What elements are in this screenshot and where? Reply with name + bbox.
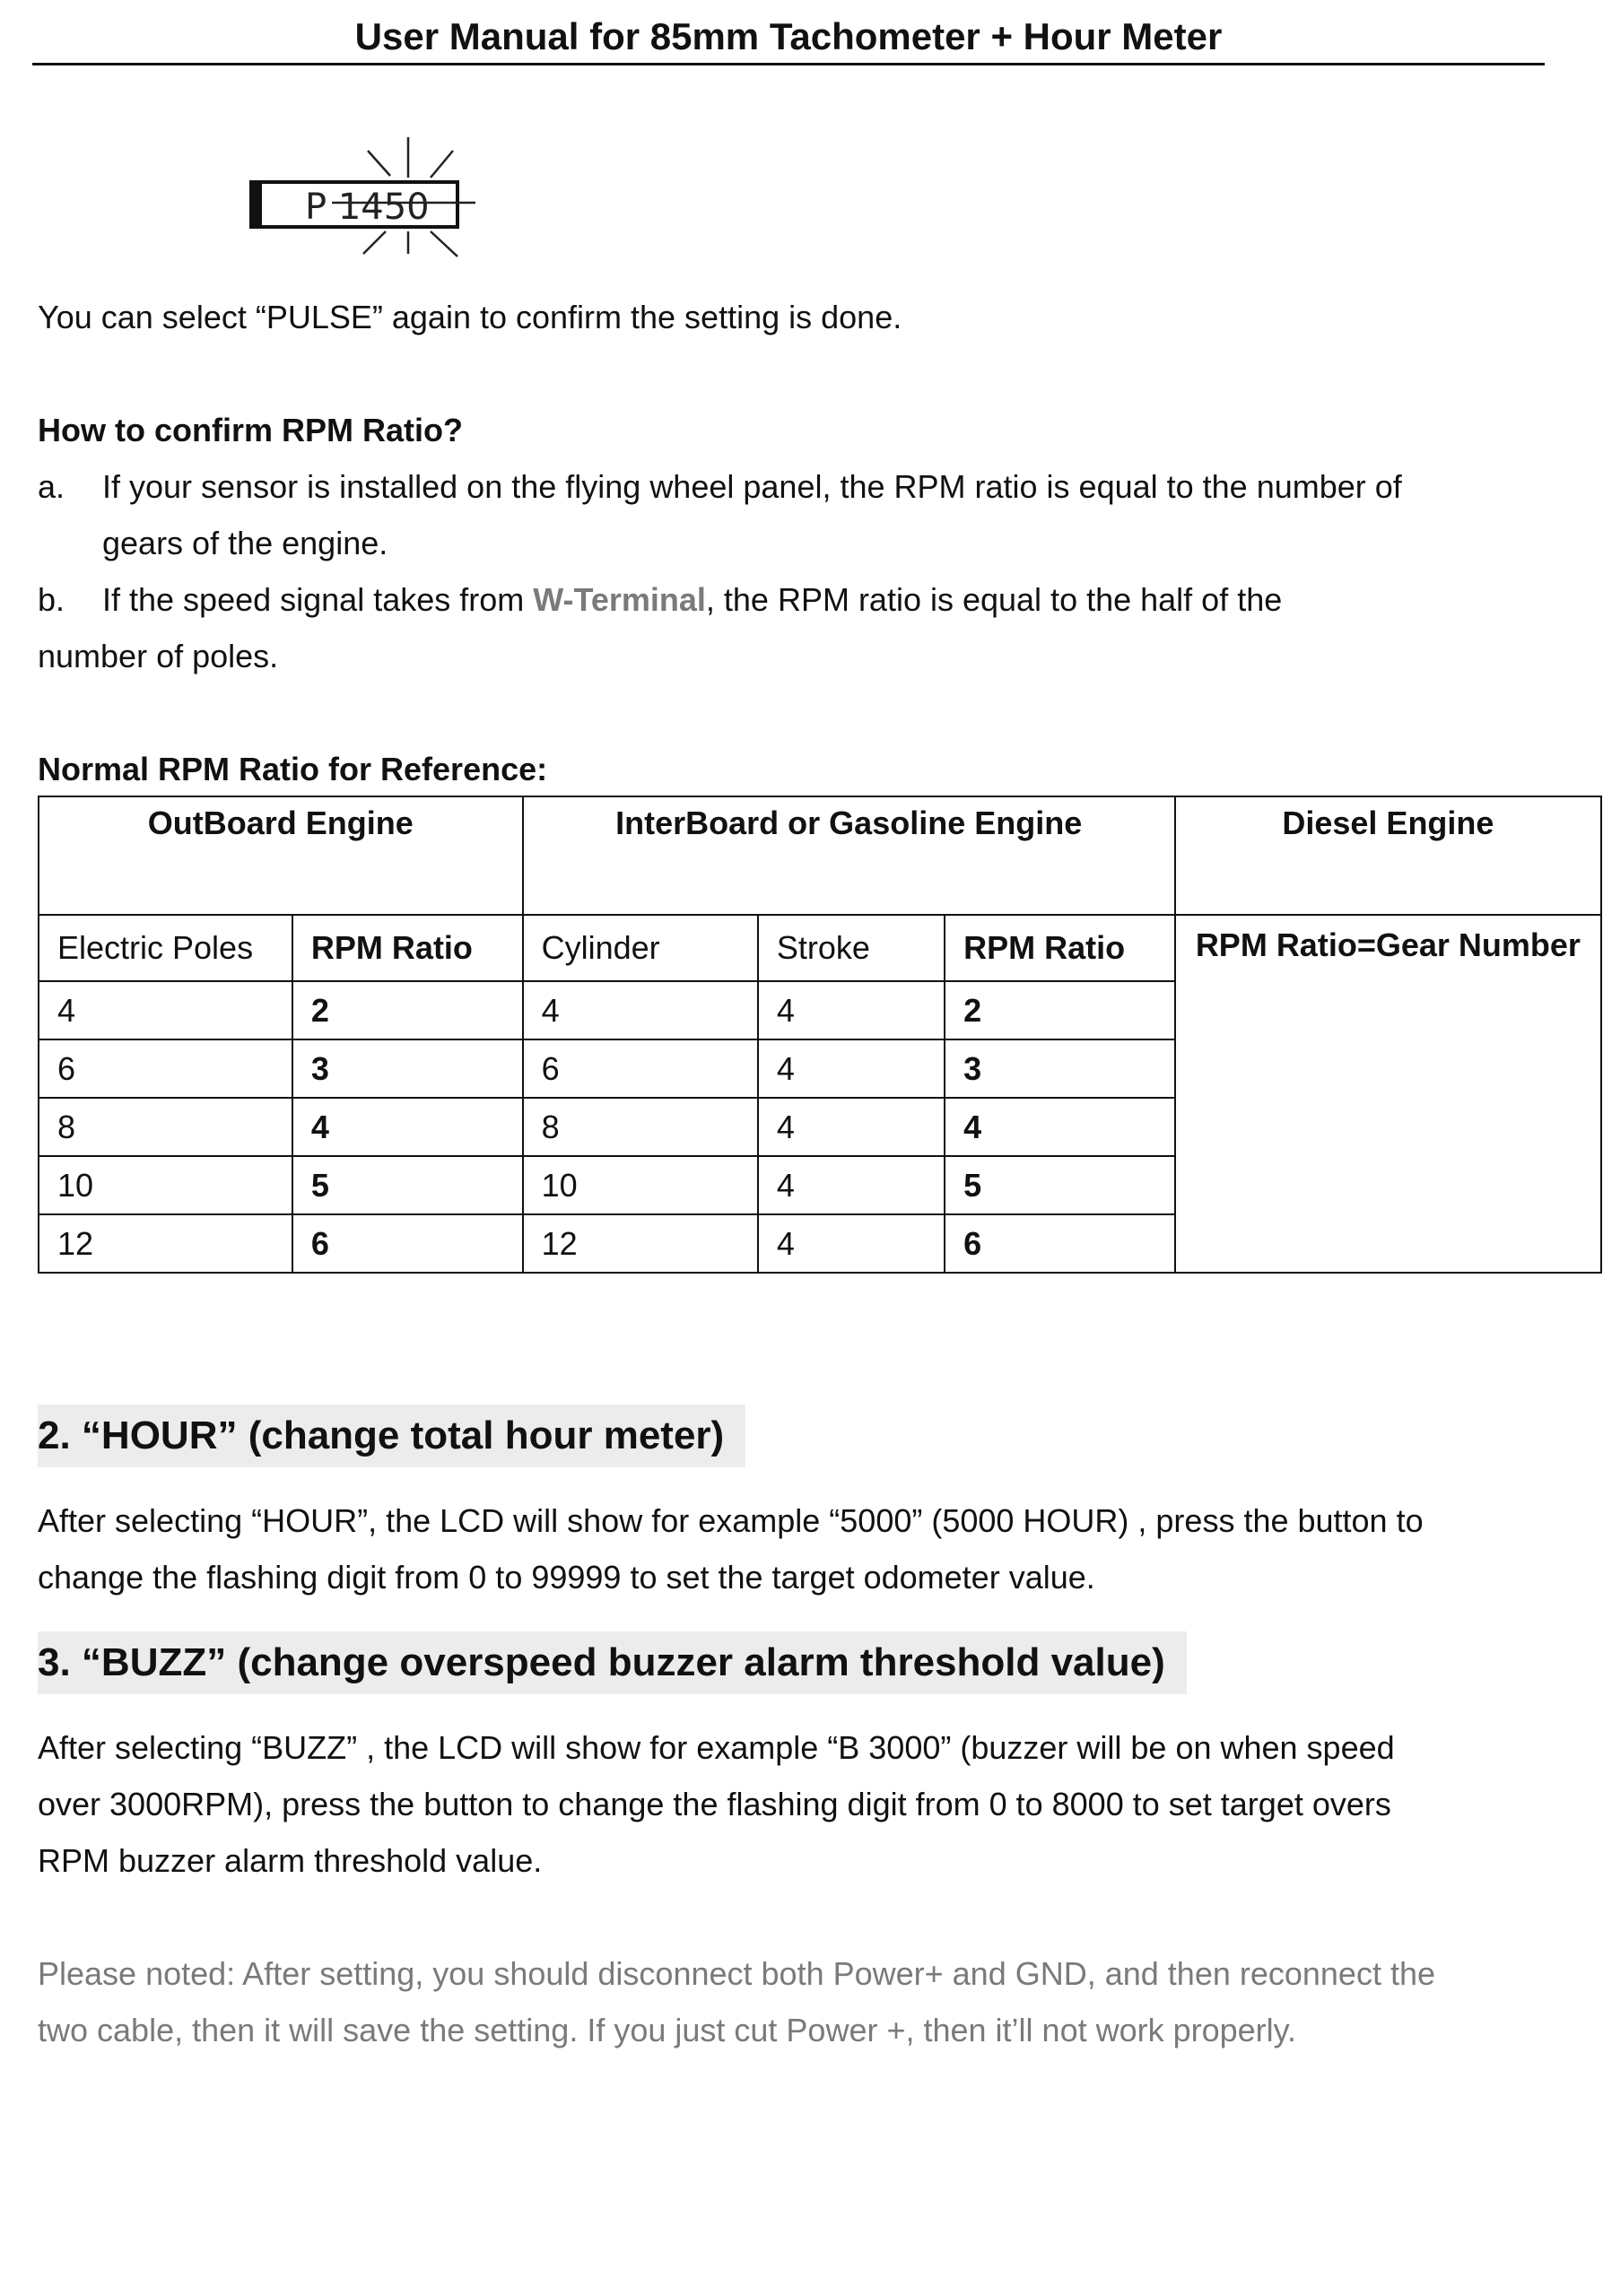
- page-title: User Manual for 85mm Tachometer + Hour Meter: [354, 15, 1223, 57]
- rpm-ratio-table: [38, 796, 1602, 1274]
- list-text: If the speed signal takes from: [102, 581, 534, 618]
- diesel-rule-cell: RPM Ratio=Gear Number: [1175, 915, 1601, 1273]
- table-group-row: [39, 796, 1601, 915]
- table-cell: 10: [523, 1156, 758, 1214]
- table-cell: 12: [523, 1214, 758, 1273]
- w-terminal-term: W-Terminal: [533, 581, 706, 618]
- buzz-text-line3: RPM buzzer alarm threshold value.: [38, 1842, 543, 1879]
- lcd-flashing-illustration: [242, 133, 484, 258]
- table-cell: 6: [945, 1214, 1175, 1273]
- table-header-row: [39, 915, 1601, 981]
- column-header: Stroke: [758, 915, 945, 981]
- column-header: Electric Poles: [39, 915, 292, 981]
- hour-text-line1: After selecting “HOUR”, the LCD will show for example “5000” (5000 HOUR) , press the button to: [38, 1502, 1424, 1539]
- column-header: Cylinder: [523, 915, 758, 981]
- table-cell: 6: [292, 1214, 523, 1273]
- list-item-a: [38, 458, 1527, 571]
- table-cell: 4: [523, 981, 758, 1039]
- confirm-setting-text: You can select “PULSE” again to confirm the setting is done.: [38, 299, 902, 335]
- table-cell: 3: [292, 1039, 523, 1098]
- buzz-text-line2: over 3000RPM), press the button to change the flashing digit from 0 to 8000 to set target overs: [38, 1786, 1391, 1822]
- table-cell: 4: [758, 1156, 945, 1214]
- group-outboard: OutBoard Engine: [39, 796, 523, 915]
- table-cell: 6: [39, 1039, 292, 1098]
- section-heading-hour: 2. “HOUR” (change total hour meter): [38, 1405, 745, 1467]
- list-marker: a.: [38, 468, 65, 505]
- table-cell: 4: [758, 1214, 945, 1273]
- table-cell: 2: [945, 981, 1175, 1039]
- list-marker: b.: [38, 581, 65, 618]
- list-item-b: [38, 571, 1527, 684]
- table-cell: 8: [523, 1098, 758, 1156]
- table-cell: 4: [758, 1098, 945, 1156]
- note-text-line1: Please noted: After setting, you should disconnect both Power+ and GND, and then reconnect the: [38, 1955, 1436, 1992]
- table-cell: 5: [292, 1156, 523, 1214]
- table-cell: 6: [523, 1039, 758, 1098]
- buzz-text-line1: After selecting “BUZZ” , the LCD will show for example “B 3000” (buzzer will be on when speed: [38, 1729, 1395, 1766]
- column-header: RPM Ratio: [292, 915, 523, 981]
- list-text: , the RPM ratio is equal to the half of the: [705, 581, 1283, 618]
- table-cell: 10: [39, 1156, 292, 1214]
- rpm-confirm-heading: How to confirm RPM Ratio?: [38, 412, 463, 448]
- table-cell: 4: [945, 1098, 1175, 1156]
- table-cell: 2: [292, 981, 523, 1039]
- table-cell: 3: [945, 1039, 1175, 1098]
- hour-text-line2: change the flashing digit from 0 to 99999 to set the target odometer value.: [38, 1559, 1095, 1596]
- list-text-continued: gears of the engine.: [102, 525, 388, 561]
- group-diesel: Diesel Engine: [1175, 796, 1601, 915]
- table-cell: 12: [39, 1214, 292, 1273]
- table-cell: 8: [39, 1098, 292, 1156]
- table-cell: 4: [758, 981, 945, 1039]
- table-cell: 4: [758, 1039, 945, 1098]
- lcd-display-text: P 1450: [305, 187, 430, 228]
- list-text-continued: number of poles.: [38, 638, 279, 674]
- page-header: [32, 11, 1545, 65]
- table-cell: 5: [945, 1156, 1175, 1214]
- table-cell: 4: [39, 981, 292, 1039]
- list-text: If your sensor is installed on the flying wheel panel, the RPM ratio is equal to the number of: [102, 468, 1402, 505]
- table-cell: 4: [292, 1098, 523, 1156]
- column-header: RPM Ratio: [945, 915, 1175, 981]
- reference-heading: Normal RPM Ratio for Reference:: [38, 751, 548, 787]
- section-heading-buzz: 3. “BUZZ” (change overspeed buzzer alarm threshold value): [38, 1631, 1187, 1694]
- note-text-line2: two cable, then it will save the setting. If you just cut Power +, then it’ll not work properly.: [38, 2012, 1296, 2048]
- group-interboard: InterBoard or Gasoline Engine: [523, 796, 1175, 915]
